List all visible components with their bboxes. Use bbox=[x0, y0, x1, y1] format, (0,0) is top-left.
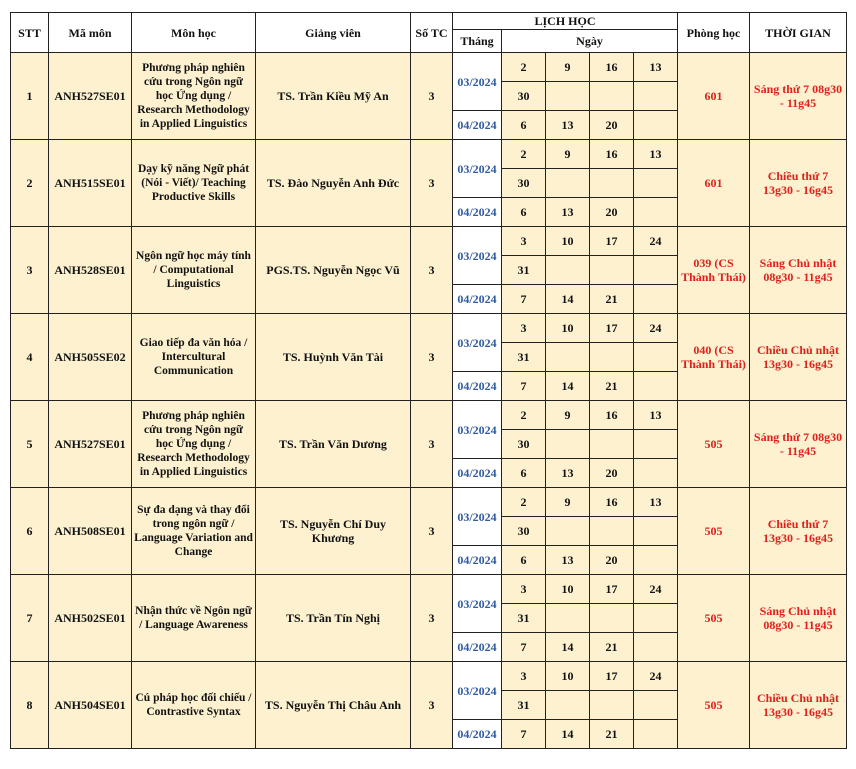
course-name: Dạy kỹ năng Ngữ phát (Nói - Viết)/ Teaching Productive Skills bbox=[132, 140, 256, 227]
day-cell bbox=[634, 459, 678, 488]
class-time: Chiều Chủ nhật 13g30 - 16g45 bbox=[750, 662, 847, 749]
lecturer: TS. Trần Tín Nghị bbox=[256, 575, 411, 662]
lecturer: TS. Nguyễn Thị Châu Anh bbox=[256, 662, 411, 749]
day-cell: 6 bbox=[502, 546, 546, 575]
header-credits: Số TC bbox=[411, 13, 453, 53]
day-cell bbox=[590, 430, 634, 459]
day-cell bbox=[546, 691, 590, 720]
course-code: ANH502SE01 bbox=[49, 575, 132, 662]
row-stt: 3 bbox=[11, 227, 49, 314]
room: 040 (CS Thành Thái) bbox=[678, 314, 750, 401]
credits: 3 bbox=[411, 662, 453, 749]
day-cell: 13 bbox=[634, 53, 678, 82]
table-row bbox=[11, 227, 847, 256]
month-april: 04/2024 bbox=[453, 198, 502, 227]
day-cell: 16 bbox=[590, 401, 634, 430]
day-cell: 17 bbox=[590, 227, 634, 256]
table-row bbox=[11, 575, 847, 604]
day-cell: 16 bbox=[590, 140, 634, 169]
header-course-code: Mã môn bbox=[49, 13, 132, 53]
day-cell: 7 bbox=[502, 285, 546, 314]
day-cell bbox=[634, 285, 678, 314]
month-march: 03/2024 bbox=[453, 314, 502, 372]
day-cell: 17 bbox=[590, 575, 634, 604]
day-cell: 9 bbox=[546, 140, 590, 169]
month-april: 04/2024 bbox=[453, 546, 502, 575]
lecturer: TS. Trần Kiều Mỹ An bbox=[256, 53, 411, 140]
day-cell: 14 bbox=[546, 372, 590, 401]
day-cell: 21 bbox=[590, 720, 634, 749]
month-march: 03/2024 bbox=[453, 140, 502, 198]
class-time: Chiều Chủ nhật 13g30 - 16g45 bbox=[750, 314, 847, 401]
table-row bbox=[11, 314, 847, 343]
day-cell: 3 bbox=[502, 227, 546, 256]
day-cell bbox=[634, 256, 678, 285]
course-name: Phương pháp nghiên cứu trong Ngôn ngữ học Ứng dụng / Research Methodology in Applied Linguistics bbox=[132, 401, 256, 488]
day-cell: 13 bbox=[634, 401, 678, 430]
day-cell bbox=[590, 517, 634, 546]
class-time: Sáng thứ 7 08g30 - 11g45 bbox=[750, 401, 847, 488]
class-time: Sáng thứ 7 08g30 - 11g45 bbox=[750, 53, 847, 140]
day-cell: 2 bbox=[502, 488, 546, 517]
header-month: Tháng bbox=[453, 30, 502, 53]
header-room: Phòng học bbox=[678, 13, 750, 53]
day-cell: 6 bbox=[502, 111, 546, 140]
day-cell bbox=[546, 82, 590, 111]
day-cell bbox=[590, 82, 634, 111]
schedule-body bbox=[11, 53, 847, 749]
course-name: Cú pháp học đối chiếu / Contrastive Syntax bbox=[132, 662, 256, 749]
day-cell: 2 bbox=[502, 53, 546, 82]
month-march: 03/2024 bbox=[453, 488, 502, 546]
day-cell: 13 bbox=[546, 546, 590, 575]
credits: 3 bbox=[411, 575, 453, 662]
lecturer: TS. Đào Nguyễn Anh Đức bbox=[256, 140, 411, 227]
day-cell: 24 bbox=[634, 314, 678, 343]
header-day: Ngày bbox=[502, 30, 678, 53]
day-cell bbox=[634, 169, 678, 198]
day-cell bbox=[634, 372, 678, 401]
schedule-table bbox=[10, 12, 847, 749]
day-cell bbox=[546, 343, 590, 372]
day-cell bbox=[590, 604, 634, 633]
day-cell: 7 bbox=[502, 720, 546, 749]
day-cell bbox=[634, 517, 678, 546]
table-row bbox=[11, 488, 847, 517]
day-cell: 13 bbox=[546, 459, 590, 488]
day-cell bbox=[634, 430, 678, 459]
day-cell: 9 bbox=[546, 488, 590, 517]
day-cell: 31 bbox=[502, 343, 546, 372]
credits: 3 bbox=[411, 227, 453, 314]
credits: 3 bbox=[411, 488, 453, 575]
day-cell bbox=[634, 343, 678, 372]
course-code: ANH527SE01 bbox=[49, 401, 132, 488]
day-cell bbox=[546, 256, 590, 285]
day-cell bbox=[590, 169, 634, 198]
day-cell bbox=[634, 720, 678, 749]
course-code: ANH528SE01 bbox=[49, 227, 132, 314]
day-cell: 21 bbox=[590, 372, 634, 401]
room: 601 bbox=[678, 53, 750, 140]
month-march: 03/2024 bbox=[453, 575, 502, 633]
day-cell: 20 bbox=[590, 111, 634, 140]
day-cell: 10 bbox=[546, 227, 590, 256]
day-cell: 20 bbox=[590, 546, 634, 575]
day-cell: 14 bbox=[546, 720, 590, 749]
day-cell: 9 bbox=[546, 53, 590, 82]
course-name: Giao tiếp đa văn hóa / Intercultural Communication bbox=[132, 314, 256, 401]
month-april: 04/2024 bbox=[453, 372, 502, 401]
day-cell: 31 bbox=[502, 256, 546, 285]
day-cell: 13 bbox=[546, 111, 590, 140]
day-cell: 13 bbox=[546, 198, 590, 227]
credits: 3 bbox=[411, 314, 453, 401]
lecturer: PGS.TS. Nguyễn Ngọc Vũ bbox=[256, 227, 411, 314]
day-cell: 24 bbox=[634, 662, 678, 691]
table-row bbox=[11, 140, 847, 169]
class-time: Sáng Chủ nhật 08g30 - 11g45 bbox=[750, 227, 847, 314]
header-stt: STT bbox=[11, 13, 49, 53]
day-cell: 16 bbox=[590, 53, 634, 82]
day-cell: 31 bbox=[502, 691, 546, 720]
day-cell bbox=[634, 546, 678, 575]
month-april: 04/2024 bbox=[453, 111, 502, 140]
row-stt: 8 bbox=[11, 662, 49, 749]
day-cell: 9 bbox=[546, 401, 590, 430]
day-cell bbox=[634, 111, 678, 140]
day-cell: 6 bbox=[502, 198, 546, 227]
course-name: Sự đa dạng và thay đổi trong ngôn ngữ / Language Variation and Change bbox=[132, 488, 256, 575]
course-name: Ngôn ngữ học máy tính / Computational Linguistics bbox=[132, 227, 256, 314]
day-cell: 31 bbox=[502, 604, 546, 633]
credits: 3 bbox=[411, 140, 453, 227]
day-cell: 30 bbox=[502, 169, 546, 198]
day-cell: 6 bbox=[502, 459, 546, 488]
table-row bbox=[11, 401, 847, 430]
month-march: 03/2024 bbox=[453, 662, 502, 720]
header-lecturer: Giảng viên bbox=[256, 13, 411, 53]
day-cell bbox=[634, 633, 678, 662]
day-cell bbox=[546, 517, 590, 546]
class-time: Chiều thứ 7 13g30 - 16g45 bbox=[750, 140, 847, 227]
day-cell bbox=[590, 256, 634, 285]
room: 601 bbox=[678, 140, 750, 227]
table-row bbox=[11, 53, 847, 82]
day-cell: 10 bbox=[546, 575, 590, 604]
month-march: 03/2024 bbox=[453, 227, 502, 285]
room: 505 bbox=[678, 575, 750, 662]
day-cell bbox=[634, 604, 678, 633]
day-cell bbox=[546, 604, 590, 633]
day-cell: 14 bbox=[546, 285, 590, 314]
row-stt: 4 bbox=[11, 314, 49, 401]
header-time: THỜI GIAN bbox=[750, 13, 847, 53]
course-code: ANH508SE01 bbox=[49, 488, 132, 575]
day-cell: 10 bbox=[546, 662, 590, 691]
day-cell: 24 bbox=[634, 227, 678, 256]
day-cell bbox=[634, 691, 678, 720]
day-cell bbox=[590, 343, 634, 372]
month-april: 04/2024 bbox=[453, 285, 502, 314]
month-march: 03/2024 bbox=[453, 53, 502, 111]
day-cell: 30 bbox=[502, 517, 546, 546]
day-cell: 7 bbox=[502, 633, 546, 662]
room: 039 (CS Thành Thái) bbox=[678, 227, 750, 314]
course-code: ANH505SE02 bbox=[49, 314, 132, 401]
day-cell: 30 bbox=[502, 82, 546, 111]
day-cell bbox=[546, 169, 590, 198]
lecturer: TS. Trần Văn Dương bbox=[256, 401, 411, 488]
row-stt: 1 bbox=[11, 53, 49, 140]
day-cell: 3 bbox=[502, 575, 546, 604]
month-april: 04/2024 bbox=[453, 720, 502, 749]
day-cell: 20 bbox=[590, 198, 634, 227]
day-cell bbox=[634, 82, 678, 111]
course-name: Nhận thức về Ngôn ngữ / Language Awareness bbox=[132, 575, 256, 662]
room: 505 bbox=[678, 401, 750, 488]
day-cell: 21 bbox=[590, 285, 634, 314]
day-cell: 2 bbox=[502, 401, 546, 430]
day-cell: 13 bbox=[634, 488, 678, 517]
day-cell bbox=[590, 691, 634, 720]
class-time: Chiều thứ 7 13g30 - 16g45 bbox=[750, 488, 847, 575]
day-cell: 3 bbox=[502, 314, 546, 343]
month-march: 03/2024 bbox=[453, 401, 502, 459]
day-cell: 13 bbox=[634, 140, 678, 169]
course-code: ANH527SE01 bbox=[49, 53, 132, 140]
header-schedule: LỊCH HỌC bbox=[453, 13, 678, 30]
course-code: ANH504SE01 bbox=[49, 662, 132, 749]
month-april: 04/2024 bbox=[453, 459, 502, 488]
header-course-name: Môn học bbox=[132, 13, 256, 53]
month-april: 04/2024 bbox=[453, 633, 502, 662]
day-cell: 16 bbox=[590, 488, 634, 517]
lecturer: TS. Nguyễn Chí Duy Khương bbox=[256, 488, 411, 575]
day-cell: 3 bbox=[502, 662, 546, 691]
row-stt: 7 bbox=[11, 575, 49, 662]
day-cell bbox=[546, 430, 590, 459]
day-cell: 17 bbox=[590, 662, 634, 691]
day-cell: 2 bbox=[502, 140, 546, 169]
class-time: Sáng Chủ nhật 08g30 - 11g45 bbox=[750, 575, 847, 662]
day-cell bbox=[634, 198, 678, 227]
day-cell: 20 bbox=[590, 459, 634, 488]
room: 505 bbox=[678, 488, 750, 575]
credits: 3 bbox=[411, 401, 453, 488]
row-stt: 6 bbox=[11, 488, 49, 575]
room: 505 bbox=[678, 662, 750, 749]
credits: 3 bbox=[411, 53, 453, 140]
day-cell: 10 bbox=[546, 314, 590, 343]
course-code: ANH515SE01 bbox=[49, 140, 132, 227]
day-cell: 24 bbox=[634, 575, 678, 604]
day-cell: 14 bbox=[546, 633, 590, 662]
table-row bbox=[11, 662, 847, 691]
row-stt: 2 bbox=[11, 140, 49, 227]
course-name: Phương pháp nghiên cứu trong Ngôn ngữ học Ứng dụng / Research Methodology in Applied Linguistics bbox=[132, 53, 256, 140]
day-cell: 21 bbox=[590, 633, 634, 662]
day-cell: 30 bbox=[502, 430, 546, 459]
day-cell: 17 bbox=[590, 314, 634, 343]
lecturer: TS. Huỳnh Văn Tài bbox=[256, 314, 411, 401]
day-cell: 7 bbox=[502, 372, 546, 401]
row-stt: 5 bbox=[11, 401, 49, 488]
